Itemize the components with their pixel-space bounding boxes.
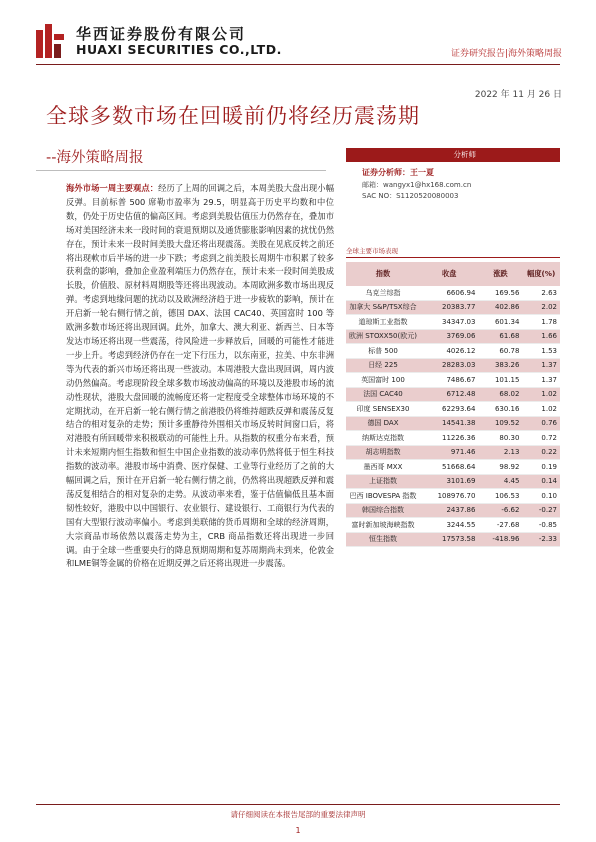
table-title: 全球主要市场表现 xyxy=(346,247,398,255)
table-row xyxy=(346,387,560,402)
table-row xyxy=(346,445,560,460)
cell-pct: 0.19 xyxy=(522,460,560,475)
table-title-divider xyxy=(346,257,560,258)
table-header-row xyxy=(346,262,560,286)
brand-name-cn: 华西证券股份有限公司 xyxy=(76,25,247,43)
cell-close: 17573.58 xyxy=(420,532,478,547)
table-row xyxy=(346,489,560,504)
huaxi-logo-icon xyxy=(36,24,64,58)
header-close: 收盘 xyxy=(420,262,478,286)
cell-pct: 1.37 xyxy=(522,358,560,373)
report-date: 2022 年 11 月 26 日 xyxy=(474,90,562,100)
table-row xyxy=(346,532,560,547)
table-row xyxy=(346,300,560,315)
cell-pct: -2.33 xyxy=(522,532,560,547)
market-performance-table xyxy=(346,262,560,547)
cell-change: 98.92 xyxy=(478,460,522,475)
title-divider xyxy=(36,170,326,171)
header-change: 涨跌 xyxy=(478,262,522,286)
footer-disclaimer: 请仔细阅读在本报告尾部的重要法律声明 xyxy=(230,810,366,819)
cell-close: 6606.94 xyxy=(420,286,478,300)
cell-index-name: 韩国综合指数 xyxy=(346,503,420,518)
cell-pct: 2.63 xyxy=(522,286,560,300)
cell-change: 80.30 xyxy=(478,431,522,446)
table-row xyxy=(346,373,560,388)
footer-divider xyxy=(36,804,560,805)
cell-pct: 1.66 xyxy=(522,329,560,344)
cell-close: 20383.77 xyxy=(420,300,478,315)
main-body-paragraph xyxy=(66,182,334,571)
cell-index-name: 墨西哥 MXX xyxy=(346,460,420,475)
table-row xyxy=(346,358,560,373)
cell-pct: 1.02 xyxy=(522,387,560,402)
table-row xyxy=(346,460,560,475)
cell-change: 601.34 xyxy=(478,315,522,330)
cell-close: 11226.36 xyxy=(420,431,478,446)
cell-close: 108976.70 xyxy=(420,489,478,504)
table-row xyxy=(346,474,560,489)
cell-change: 169.56 xyxy=(478,286,522,300)
cell-close: 14541.38 xyxy=(420,416,478,431)
cell-change: 630.16 xyxy=(478,402,522,417)
cell-change: 68.02 xyxy=(478,387,522,402)
cell-change: 101.15 xyxy=(478,373,522,388)
table-row xyxy=(346,344,560,359)
report-type: 证券研究报告|海外策略周报 xyxy=(450,49,562,59)
cell-change: 402.86 xyxy=(478,300,522,315)
analyst-bar-label: 分析师 xyxy=(453,150,476,159)
analyst-email[interactable]: 邮箱：wangyx1@hx168.com.cn xyxy=(362,181,472,189)
cell-close: 28283.03 xyxy=(420,358,478,373)
table-row xyxy=(346,503,560,518)
table-row xyxy=(346,315,560,330)
cell-index-name: 道琼斯工业指数 xyxy=(346,315,420,330)
table-row xyxy=(346,518,560,533)
table-row xyxy=(346,402,560,417)
cell-index-name: 印度 SENSEX30 xyxy=(346,402,420,417)
page-title: 全球多数市场在回暖前仍将经历震荡期 xyxy=(46,104,420,128)
header-pct: 幅度(%) xyxy=(522,262,560,286)
cell-pct: 0.14 xyxy=(522,474,560,489)
cell-pct: 0.72 xyxy=(522,431,560,446)
cell-change: 106.53 xyxy=(478,489,522,504)
cell-pct: 1.37 xyxy=(522,373,560,388)
cell-close: 3101.69 xyxy=(420,474,478,489)
cell-index-name: 英国富时 100 xyxy=(346,373,420,388)
table-row xyxy=(346,431,560,446)
cell-close: 2437.86 xyxy=(420,503,478,518)
cell-close: 3244.55 xyxy=(420,518,478,533)
table-row xyxy=(346,329,560,344)
cell-index-name: 日经 225 xyxy=(346,358,420,373)
header-divider xyxy=(36,64,560,65)
cell-index-name: 纳斯达克指数 xyxy=(346,431,420,446)
cell-pct: 0.10 xyxy=(522,489,560,504)
table-row xyxy=(346,416,560,431)
cell-index-name: 标普 500 xyxy=(346,344,420,359)
analyst-name: 证券分析师：王一夏 xyxy=(362,168,434,177)
cell-close: 3769.06 xyxy=(420,329,478,344)
cell-index-name: 巴西 IBOVESPA 指数 xyxy=(346,489,420,504)
cell-change: 383.26 xyxy=(478,358,522,373)
cell-close: 34347.03 xyxy=(420,315,478,330)
cell-close: 971.46 xyxy=(420,445,478,460)
body-text: 经历了上周的回调之后，本周美股大盘出现小幅反弹。目前标普 500 席勒市盈率为 29.5，明显高于历史平均数和中位数，仍处于历史估值的偏高区间。考虑到美股估值压力仍然存在，叠加市场对美国经济未来一段时间的衰退预期以及通货膨胀影响因素的扰忧仍然存在，预计未来一段时间美股大盘还将出现震荡。美股在见底反转之前还将出现軟市后半场的进一步下跌；考虑到之前美股长周期牛市积累了较多获利盘的影响，叠加企业盈利端压力仍然存在，预计未来一段时间美股成长股，价值股、原材料周期股等还将出现波动。本周欧洲多数市场出现反弹。考虑到地缘问题的扰动以及欧洲经济趋于进一步疲软的影响，预计在开启新一轮右侧行情之前，德国 DAX、法国 CAC40、英国富时 100 等欧洲多数市场还将出现回调。此外，加拿大、澳大利亚、新西兰、日本等发达市场还将出现一些震荡，待风险进一步释放后，回暖的可能性才能进一步上升。考虑到经济仍存在一定下行压力，以东南亚，拉美、中东非洲等为代表的新兴市场还将出现一些波动。本周港股大盘出现回调，周内波动仍然偏高。考虑现阶段全球多数市场波动偏高的环境以及港股市场的流动性现状，港股大盘回暖的流畅度还将一定程度受全球整体市场环境的不定期扰动，在开启新一轮右侧行情之前港股仍将维持超跌反弹和震荡反复结合的相对复杂的走势；预计多重静待外围相关市场反转时间窗口后，将对港股有所回暖带来积极联动的可能性上升。从指数的权重分布来看，预计未来短期内恒生指数和恒生中国企业指数的波动率仍然将低于恒生科技指数的波动率。港股市场中消费、医疗保健、工业等行业经历了之前的大幅回调之后，预计在开启新一轮右侧行情之前，仍然将出现超跌反弹和震荡反复相结合的相对复杂的走势。从波动率来看，鉴于估值偏低且基本面韧性较好，港股中以中国银行、农业银行、建设银行、工商银行为代表的国有大型银行波动率偏小。考虑到美联储的货币周期和全球的经济周期，大宗商品市场依然以震荡走势为主，CRB 商品指数还将出现进一步回调。由于全球一些重要央行的降息预期周期和复苏周期尚未到来，伦敦金和LME铜等金属的价格在近期反弹之后还将出现进一步震荡。 xyxy=(66,183,334,569)
cell-index-name: 法国 CAC40 xyxy=(346,387,420,402)
cell-pct: -0.27 xyxy=(522,503,560,518)
lead-heading: 海外市场一周主要观点： xyxy=(66,183,159,193)
cell-close: 7486.67 xyxy=(420,373,478,388)
cell-pct: -0.85 xyxy=(522,518,560,533)
cell-pct: 1.53 xyxy=(522,344,560,359)
cell-change: -6.62 xyxy=(478,503,522,518)
cell-close: 51668.64 xyxy=(420,460,478,475)
analyst-sac-number: SAC NO：S1120520080003 xyxy=(362,192,459,200)
cell-index-name: 恒生指数 xyxy=(346,532,420,547)
cell-pct: 0.76 xyxy=(522,416,560,431)
cell-change: 61.68 xyxy=(478,329,522,344)
cell-change: -27.68 xyxy=(478,518,522,533)
cell-change: 109.52 xyxy=(478,416,522,431)
page-subtitle: --海外策略周报 xyxy=(46,150,144,166)
cell-index-name: 富时新加坡海峡指数 xyxy=(346,518,420,533)
cell-index-name: 加拿大 S&P/TSX综合 xyxy=(346,300,420,315)
analyst-header-bar xyxy=(346,148,560,162)
table-body xyxy=(346,286,560,547)
cell-close: 4026.12 xyxy=(420,344,478,359)
cell-pct: 0.22 xyxy=(522,445,560,460)
cell-pct: 1.02 xyxy=(522,402,560,417)
cell-index-name: 德国 DAX xyxy=(346,416,420,431)
cell-pct: 1.78 xyxy=(522,315,560,330)
brand-name-en: HUAXI SECURITIES CO.,LTD. xyxy=(76,42,282,57)
cell-close: 6712.48 xyxy=(420,387,478,402)
cell-change: 60.78 xyxy=(478,344,522,359)
cell-index-name: 胡志明指数 xyxy=(346,445,420,460)
cell-close: 62293.64 xyxy=(420,402,478,417)
cell-index-name: 乌克兰综指 xyxy=(346,286,420,300)
cell-pct: 2.02 xyxy=(522,300,560,315)
cell-change: 4.45 xyxy=(478,474,522,489)
cell-change: -418.96 xyxy=(478,532,522,547)
cell-change: 2.13 xyxy=(478,445,522,460)
table-row xyxy=(346,286,560,300)
cell-index-name: 欧洲 STOXX50(欧元) xyxy=(346,329,420,344)
header-index: 指数 xyxy=(346,262,420,286)
page-number: 1 xyxy=(295,826,301,835)
cell-index-name: 上证指数 xyxy=(346,474,420,489)
